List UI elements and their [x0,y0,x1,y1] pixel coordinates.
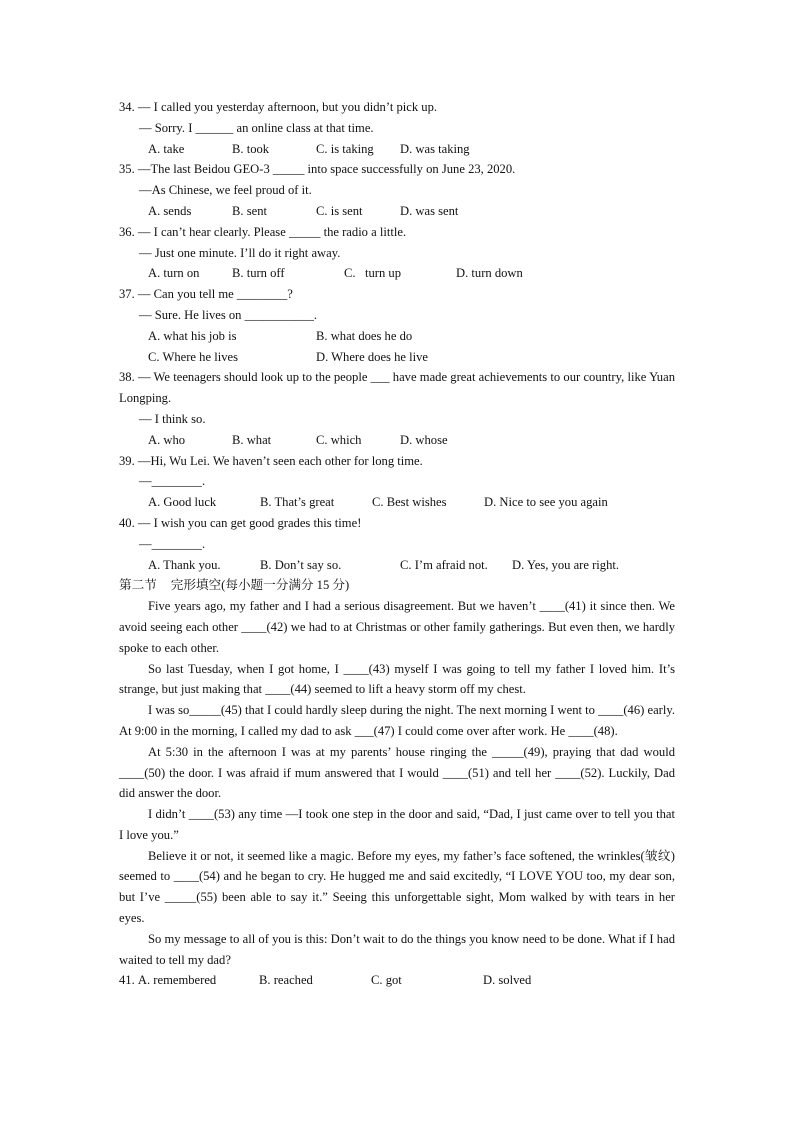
option-c: C. is sent [316,203,363,218]
question-38 [119,367,675,450]
option-d: D. was sent [400,203,459,218]
option-b: B. reached [259,973,313,988]
option-d: D. Nice to see you again [484,495,608,510]
question-40 [119,513,675,575]
option-a-text: A. remembered [137,973,217,988]
option-b: B. took [232,141,270,156]
question-response: — Sure. He lives on ___________. [139,307,318,322]
option-a: A. turn on [148,266,200,281]
question-prompt: 34. — I called you yesterday afternoon, but you didn’t pick up. [119,100,438,114]
options-row [119,263,675,284]
option-a [119,970,259,991]
option-d: D. whose [400,432,448,447]
option-c: C. Best wishes [372,495,447,510]
options-row [119,201,675,222]
question-response: —________. [139,474,206,489]
question-39 [119,451,675,513]
passage-paragraph: I didn’t ____(53) any time —I took one step in the door and said, “Dad, I just came over to tell you that I love you.” [119,807,675,842]
question-prompt: 39. —Hi, Wu Lei. We haven’t seen each other for long time. [119,453,423,468]
question-prompt: 35. —The last Beidou GEO-3 _____ into space successfully on June 23, 2020. [119,162,516,177]
exam-page [119,97,675,991]
options-row [119,555,675,576]
passage-paragraph: Believe it or not, it seemed like a magic. Before my eyes, my father’s face softened, the wrinkles(皱纹) seemed to ____(54) and he began to cry. He hugged me and said excitedly, “I LOVE YOU too, my dear son, but I’ve _____(55) been able to say it.” Seeing this unforgettable sight, Mom walked by with tears in her eyes. [119,848,675,926]
options-row [119,139,675,160]
passage-paragraph: I was so_____(45) that I could hardly sleep during the night. The next morning I went to ____(46) early. At 9:00 in the morning, I called my dad to ask ___(47) I could come over after work. He ____(48). [119,703,675,738]
passage-paragraph: So last Tuesday, when I got home, I ____(43) myself I was going to tell my father I loved him. It’s strange, but just making that ____(44) seemed to lift a heavy storm off my chest. [119,661,675,697]
question-prompt: 38. — We teenagers should look up to the people ___ have made great achievements to our country, like Yuan Longping. [119,370,675,406]
option-c: C. is taking [316,141,374,156]
question-prompt: 36. — I can’t hear clearly. Please _____ the radio a little. [119,224,407,239]
option-b: B. That’s great [260,495,335,510]
option-b: B. turn off [232,266,285,281]
option-a: A. take [148,141,185,156]
question-response: — Sorry. I ______ an online class at that time. [139,120,374,135]
question-37 [119,284,675,367]
options-row [119,347,675,368]
option-b: B. what does he do [316,328,413,343]
section-name: 第二节 [119,578,157,593]
option-d: D. turn down [456,266,523,281]
options-row [119,492,675,513]
options-row [119,430,675,451]
question-prompt: 37. — Can you tell me ________? [119,287,293,302]
passage-paragraph: Five years ago, my father and I had a serious disagreement. But we haven’t ____(41) it since then. We avoid seeing each other ____(42) we had to at Christmas or other family gatherings. But even then, we hardly spoke to each other. [119,599,675,655]
option-b: B. what [232,432,272,447]
option-d: D. Where does he live [316,349,429,364]
option-b: B. sent [232,203,267,218]
options-row [119,326,675,347]
option-d: D. was taking [400,141,470,156]
question-response: — Just one minute. I’ll do it right away. [139,245,341,260]
passage-paragraph: At 5:30 in the afternoon I was at my parents’ house ringing the _____(49), praying that dad would ____(50) the door. I was afraid if mum answered that I would ____(51) and tell her ____(52). Luckily, Dad did answer the door. [119,744,675,801]
option-d: D. solved [483,973,532,988]
answer-41-options [119,970,675,991]
question-36 [119,222,675,284]
option-a: A. Good luck [148,495,217,510]
question-prompt: 40. — I wish you can get good grades this time! [119,515,362,530]
answer-number: 41. [119,973,135,988]
option-c: C. got [371,973,402,988]
question-response: —________. [139,536,206,551]
option-c: C. which [316,432,362,447]
option-d: D. Yes, you are right. [512,557,620,572]
passage-paragraph: So my message to all of you is this: Don’t wait to do the things you know need to be done. What if I had waited to tell my dad? [119,931,675,967]
option-c: C. I’m afraid not. [400,557,488,572]
option-b: B. Don’t say so. [260,557,342,572]
option-c: C. Where he lives [148,349,238,364]
cloze-passage [119,596,675,970]
section-heading [119,575,675,596]
option-a: A. what his job is [148,328,237,343]
question-34 [119,97,675,159]
question-response: —As Chinese, we feel proud of it. [139,183,312,198]
option-a: A. Thank you. [148,557,221,572]
section-title: 完形填空(每小题一分满分 15 分) [170,578,350,593]
question-response: — I think so. [139,411,206,426]
option-a: A. sends [148,203,192,218]
question-35 [119,159,675,221]
option-a: A. who [148,432,186,447]
option-c: C. turn up [344,266,402,281]
